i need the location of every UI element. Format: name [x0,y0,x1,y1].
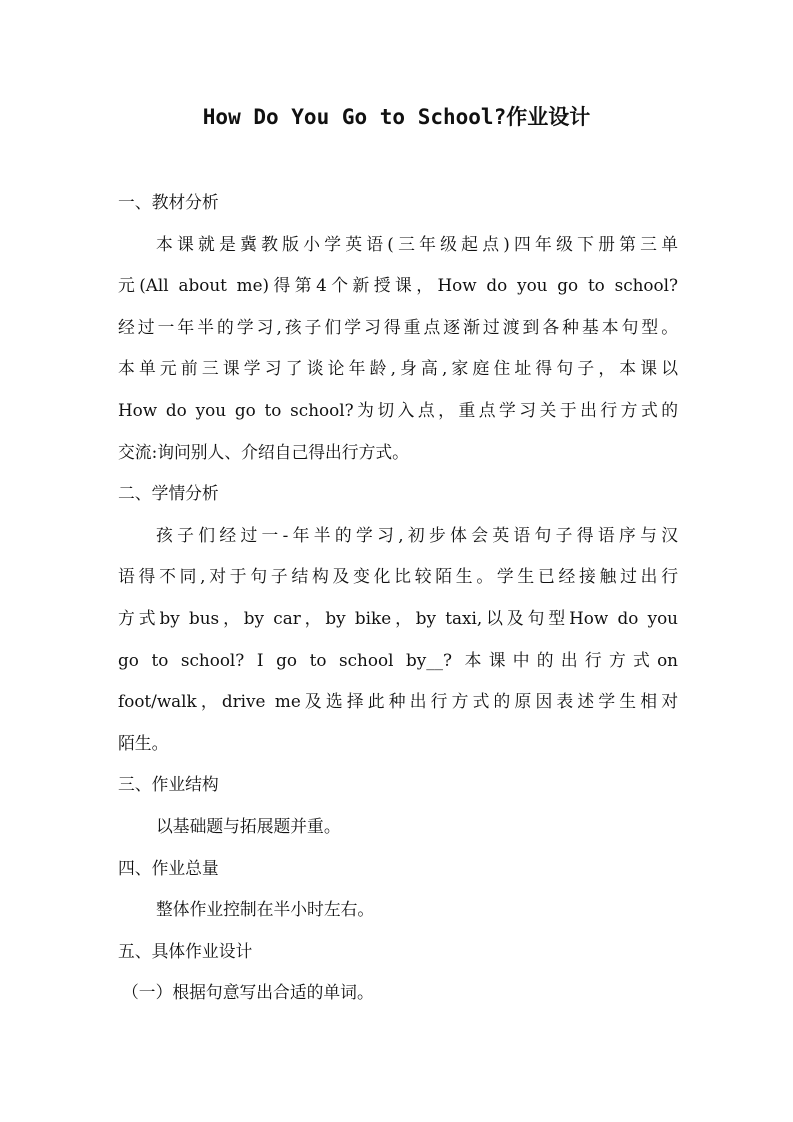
section-heading-homework-amount: 四、作业总量 [118,857,219,878]
paragraph-line: 语得不同,对于句子结构及变化比较陌生。学生已经接触过出行 [118,566,678,587]
paragraph-line: 元(All about me)得第4个新授课，How do you go to school? [118,275,678,296]
document-body [118,182,678,1014]
paragraph-line: 孩子们经过一-年半的学习,初步体会英语句子得语序与汉 [156,524,678,545]
section-heading-homework-design: 五、具体作业设计 [118,940,253,961]
paragraph-line: 整体作业控制在半小时左右。 [156,899,375,920]
subsection-heading: （一）根据句意写出合适的单词。 [122,982,374,1003]
paragraph-line: 经过一年半的学习,孩子们学习得重点逐渐过渡到各种基本句型。 [118,316,678,337]
paragraph-line: foot/walk，drive me及选择此种出行方式的原因表述学生相对 [118,691,678,712]
paragraph-line: go to school? I go to school by__? 本课中的出行方式on [118,649,678,670]
paragraph-line: 本单元前三课学习了谈论年龄,身高,家庭住址得句子，本课以 [118,358,678,379]
paragraph-line: 方式by bus，by car，by bike，by taxi,以及句型How do you [118,607,678,628]
paragraph-line: How do you go to school?为切入点，重点学习关于出行方式的 [118,399,678,420]
section-heading-student-analysis: 二、学情分析 [118,483,219,504]
paragraph-line: 以基础题与拓展题并重。 [156,815,341,836]
paragraph-line: 本课就是冀教版小学英语(三年级起点)四年级下册第三单 [156,233,678,254]
section-heading-homework-structure: 三、作业结构 [118,774,219,795]
section-heading-textbook-analysis: 一、教材分析 [118,192,219,212]
paragraph-line: 陌生。 [118,732,169,753]
paragraph-line: 交流:询问别人、介绍自己得出行方式。 [118,441,409,462]
document-title: How Do You Go to School?作业设计 [202,105,591,129]
